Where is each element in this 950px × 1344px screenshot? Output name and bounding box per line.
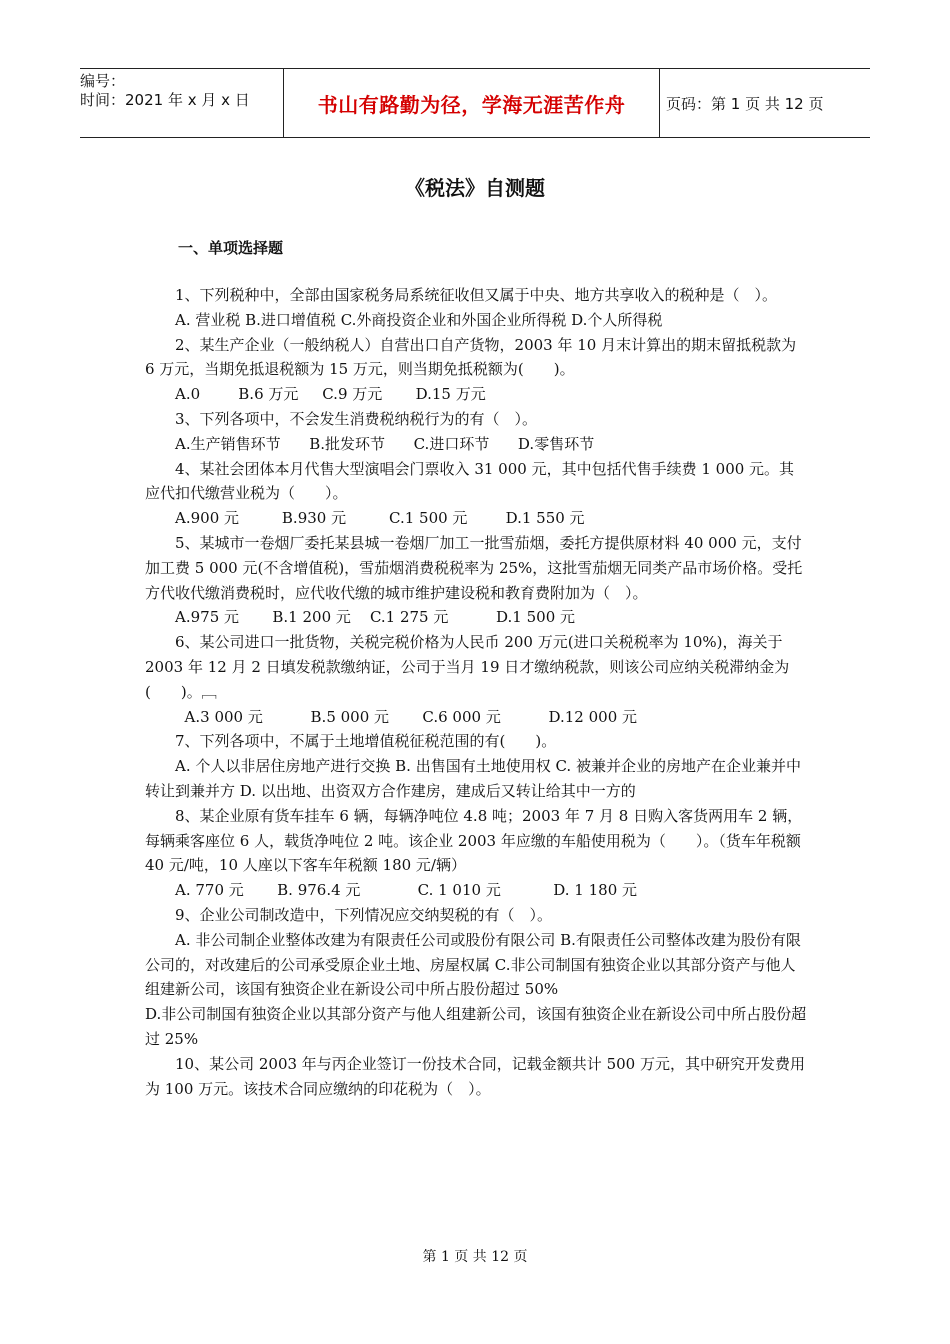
- number-label: 编号：: [80, 72, 126, 90]
- question-9-option-d: D.非公司制国有独资企业以其部分资产与他人组建新公司，该国有独资企业在新设公司中所占股份超过 25%: [145, 1005, 807, 1048]
- page-info: 页码：第 1 页 共 12 页: [666, 94, 824, 113]
- question-8-options: A. 770 元 B. 976.4 元 C. 1 010 元 D. 1 180 元: [175, 881, 638, 900]
- question-3-options: A.生产销售环节 B.批发环节 C.进口环节 D.零售环节: [175, 434, 595, 453]
- question-8: 8、某企业原有货车挂车 6 辆，每辆净吨位 4.8 吨；2003 年 7 月 8 日购入客货两用车 2 辆，每辆乘客座位 6 人，载货净吨位 2 吨。该企业 2003 年应缴的车船使用税为（ ）。（货车年税额 40 元/吨，10 人座以下客车年税额 180 元/辆）: [145, 806, 803, 875]
- motto: 书山有路勤为径，学海无涯苦作舟: [317, 92, 626, 117]
- question-list: [145, 283, 809, 1101]
- question-7: 7、下列各项中，不属于土地增值税征税范围的有( )。: [175, 732, 557, 751]
- question-3: 3、下列各项中，不会发生消费税纳税行为的有（ ）。: [175, 409, 538, 428]
- question-6-text: 6、某公司进口一批货物，关税完税价格为人民币 200 万元(进口关税税率为 10%)，海关于 2003 年 12 月 2 日填发税款缴纳证，公司于当月 19 日才缴纳税款，则该公司应纳关税滞纳金为( )。: [145, 633, 790, 701]
- question-9: 9、企业公司制改造中，下列情况应交纳契税的有（ ）。: [175, 905, 553, 924]
- section-heading: 一、单项选择题: [178, 239, 284, 257]
- question-6-mark: ﹇: [201, 682, 217, 701]
- question-1: 1、下列税种中，全部由国家税务局系统征收但又属于中央、地方共享收入的税种是（ ）。: [175, 286, 778, 304]
- document-title: 《税法》自测题: [405, 176, 545, 200]
- question-1-options: A. 营业税 B.进口增值税 C.外商投资企业和外国企业所得税 D.个人所得税: [175, 310, 663, 329]
- question-7-options: A. 个人以非居住房地产进行交换 B. 出售国有土地使用权 C. 被兼并企业的房地产在企业兼并中转让到兼并方 D. 以出地、出资双方合作建房，建成后又转让给其中一方的: [145, 757, 801, 800]
- question-2-options: A.0 B.6 万元 C.9 万元 D.15 万元: [175, 385, 486, 404]
- question-4: 4、某社会团体本月代售大型演唱会门票收入 31 000 元，其中包括代售手续费 1 000 元。其应代扣代缴营业税为（ ）。: [145, 459, 795, 503]
- question-10: 10、某公司 2003 年与丙企业签订一份技术合同，记载金额共计 500 万元，其中研究开发费用为 100 万元。该技术合同应缴纳的印花税为（ ）。: [145, 1054, 805, 1098]
- question-9-options: A. 非公司制企业整体改建为有限责任公司或股份有限公司 B.有限责任公司整体改建为股份有限公司的，对改建后的公司承受原企业土地、房屋权属 C.非公司制国有独资企业以其部分资产与他人组建新公司，该国有独资企业在新设公司中所占股份超过 50%: [145, 930, 801, 999]
- header-motto-cell: [283, 69, 660, 137]
- header-page-info: [660, 69, 876, 137]
- date-label: 时间：2021 年 x 月 x 日: [80, 91, 250, 109]
- question-6-options: A.3 000 元 B.5 000 元 C.6 000 元 D.12 000 元: [175, 707, 638, 726]
- header-table: [80, 68, 870, 138]
- header-meta: [80, 69, 283, 140]
- page-footer: 第 1 页 共 12 页: [422, 1249, 528, 1265]
- question-6: [145, 630, 809, 704]
- question-2: 2、某生产企业（一般纳税人）自营出口自产货物，2003 年 10 月末计算出的期末留抵税款为 6 万元，当期免抵退税额为 15 万元，则当期免抵税额为( )。: [145, 335, 797, 379]
- question-4-options: A.900 元 B.930 元 C.1 500 元 D.1 550 元: [175, 509, 585, 528]
- question-5-options: A.975 元 B.1 200 元 C.1 275 元 D.1 500 元: [175, 608, 576, 627]
- question-5: 5、某城市一卷烟厂委托某县城一卷烟厂加工一批雪茄烟，委托方提供原材料 40 000 元，支付加工费 5 000 元(不含增值税)，雪茄烟消费税税率为 25%，这批雪茄烟无同类产品市场价格。受托方代收代缴消费税时，应代收代缴的城市维护建设税和教育费附加为（ ）。: [145, 533, 803, 602]
